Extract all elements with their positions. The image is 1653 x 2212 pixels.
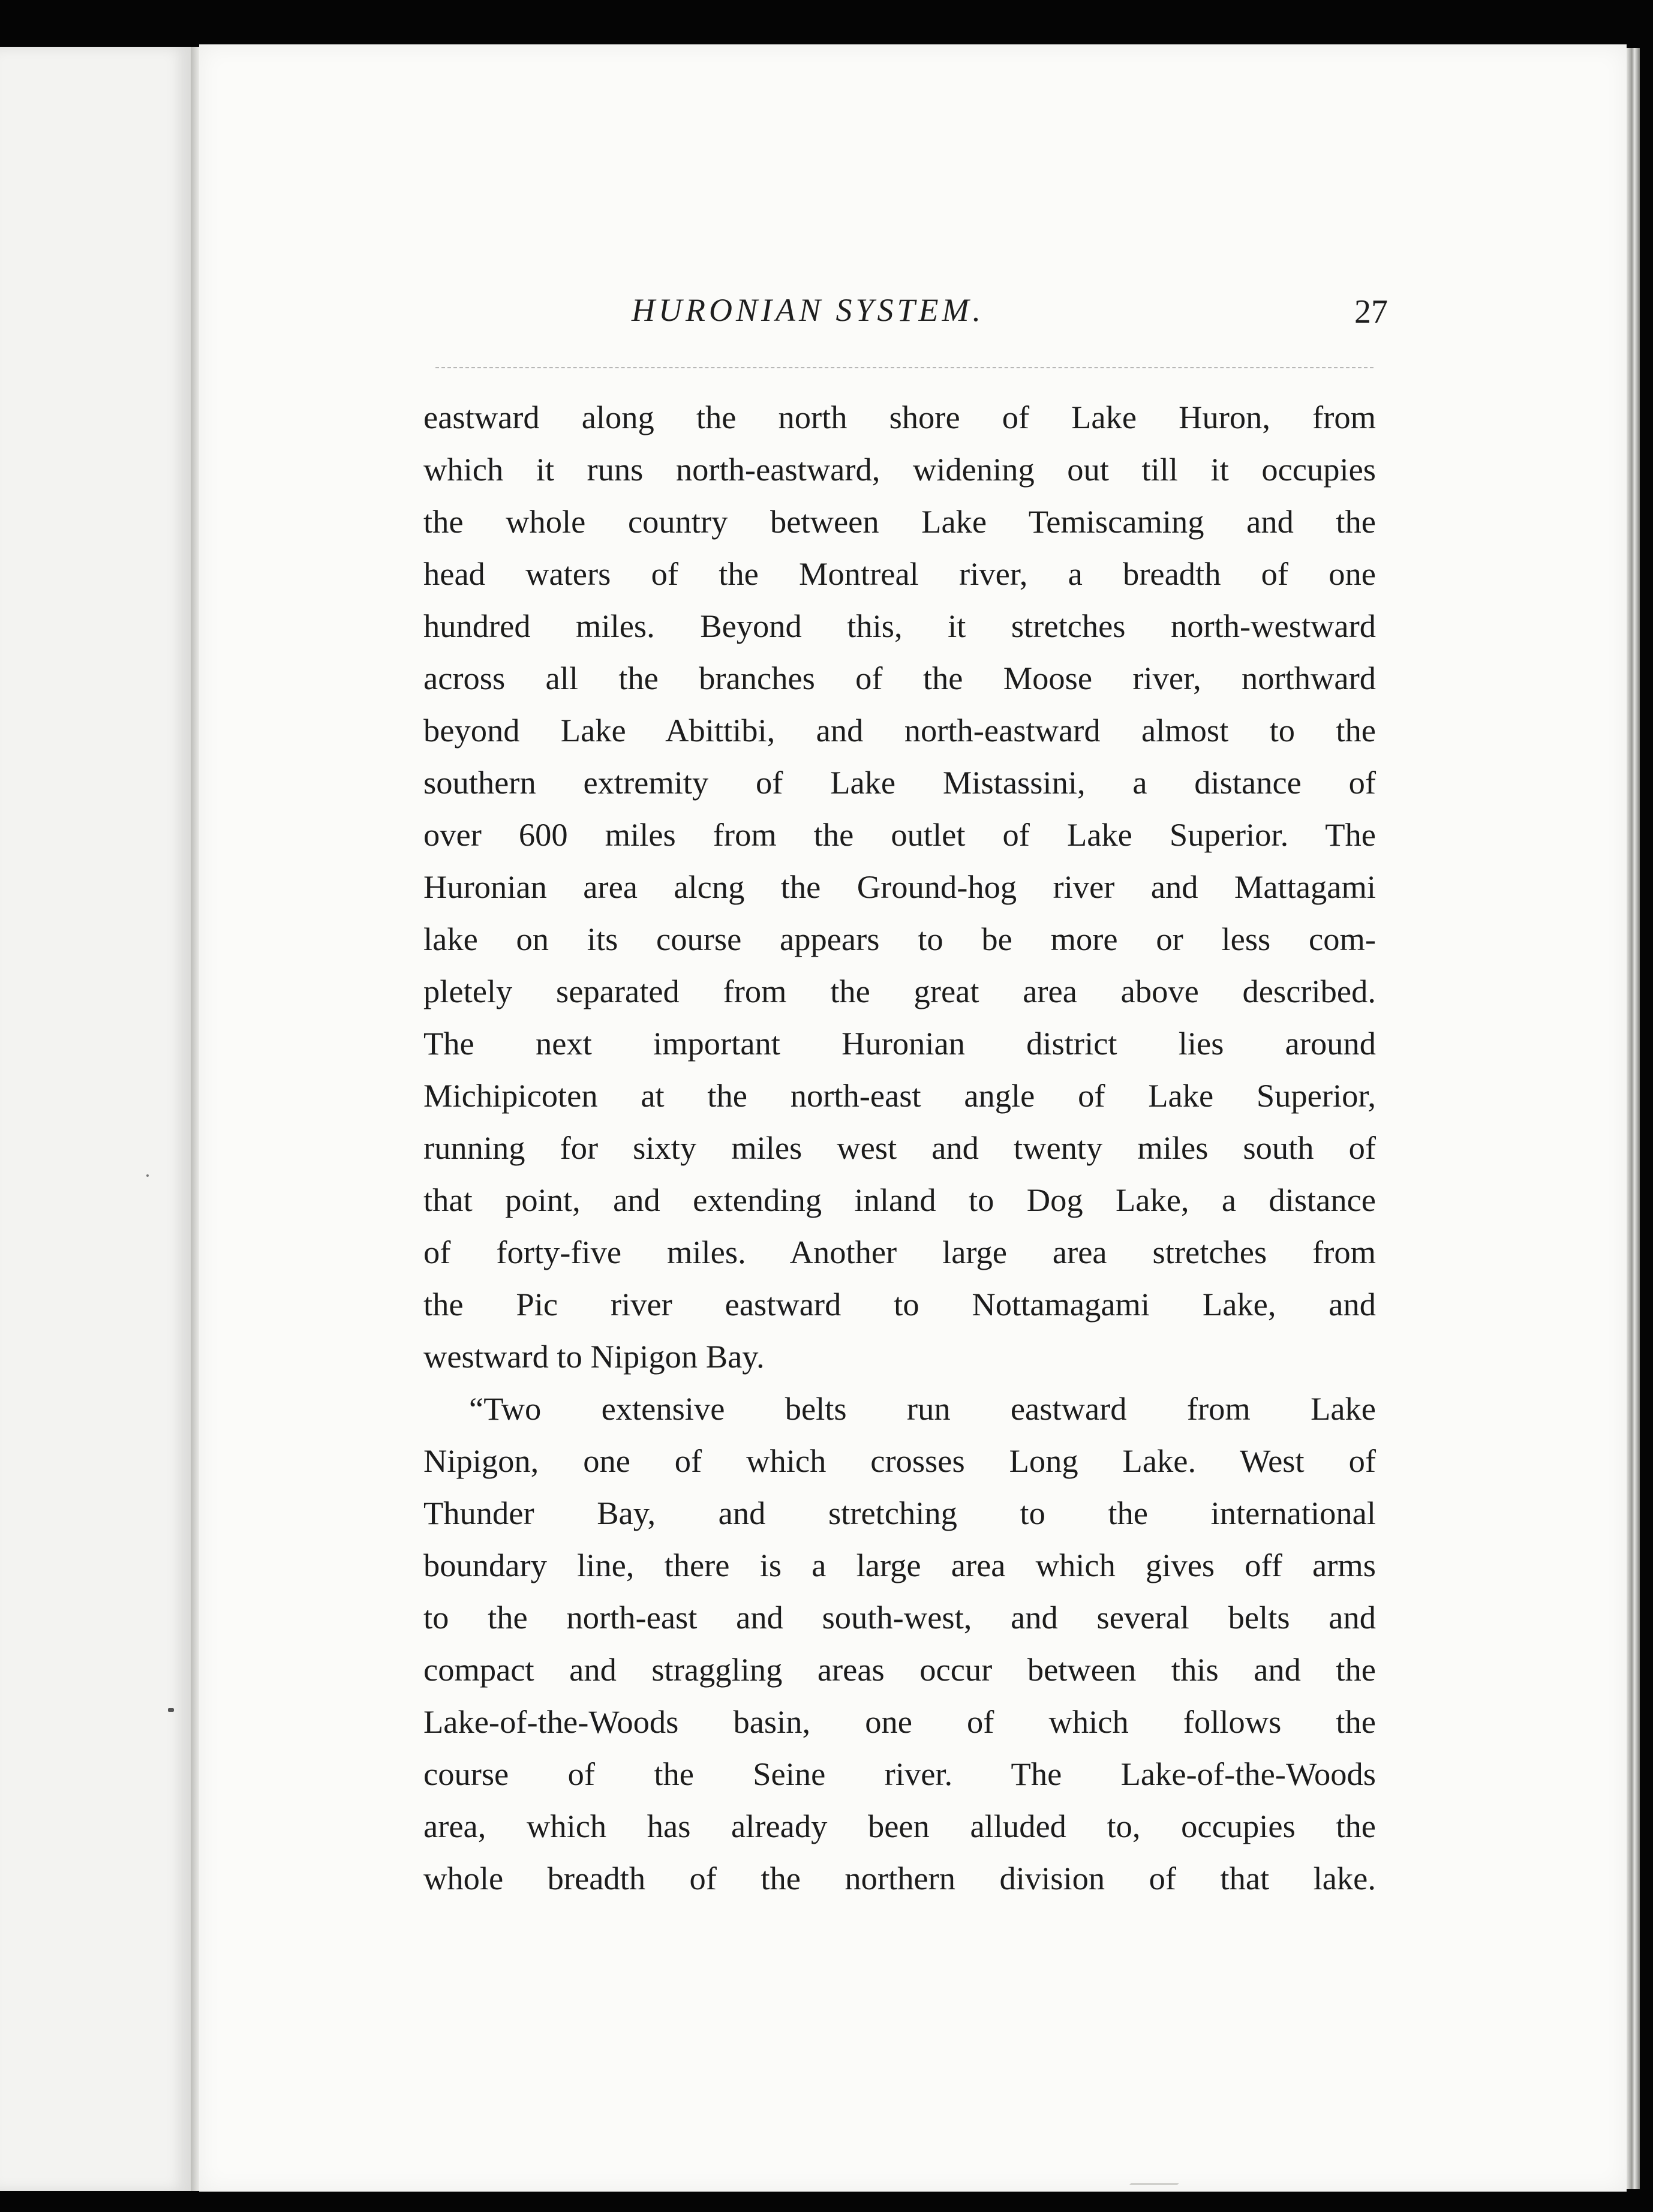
- page-header: [228, 291, 1388, 345]
- text-line: whole breadth of the northern division of that lake.: [423, 1860, 1376, 1897]
- text-line: beyond Lake Abittibi, and north-eastward almost to the: [423, 712, 1376, 749]
- text-line: compact and straggling areas occur between this and the: [423, 1651, 1376, 1688]
- running-head: HURONIAN SYSTEM.: [631, 292, 984, 328]
- text-line: Lake-of-the-Woods basin, one of which follows the: [423, 1703, 1376, 1740]
- speck: [146, 1174, 149, 1177]
- text-line: boundary line, there is a large area which gives off arms: [423, 1547, 1376, 1583]
- text-line: that point, and extending inland to Dog Lake, a distance: [423, 1182, 1376, 1218]
- text-line: course of the Seine river. The Lake-of-the-Woods: [423, 1756, 1376, 1792]
- paragraph-2: [423, 1382, 1376, 1904]
- text-line: which it runs north-eastward, widening out till it occupies: [423, 451, 1376, 488]
- paragraph-1: [423, 391, 1376, 1382]
- speck: [168, 1708, 174, 1712]
- text-line: The next important Huronian district lies around: [423, 1025, 1376, 1062]
- text-line: lake on its course appears to be more or less com-: [423, 921, 1376, 957]
- header-rule: [435, 367, 1374, 368]
- text-line: Nipigon, one of which crosses Long Lake. West of: [423, 1442, 1376, 1479]
- left-page-edge: [0, 47, 194, 2191]
- text-line: eastward along the north shore of Lake Huron, from: [423, 399, 1376, 435]
- text-line: over 600 miles from the outlet of Lake Superior. The: [423, 816, 1376, 853]
- text-line: “Two extensive belts run eastward from Lake: [469, 1390, 1376, 1427]
- text-line: area, which has already been alluded to, occupies the: [423, 1808, 1376, 1844]
- text-line: Thunder Bay, and stretching to the international: [423, 1495, 1376, 1531]
- page-curl-mark: [1125, 2183, 1179, 2191]
- text-line: pletely separated from the great area above described.: [423, 973, 1376, 1009]
- text-line: hundred miles. Beyond this, it stretches north-westward: [423, 608, 1376, 644]
- text-line: Michipicoten at the north-east angle of Lake Superior,: [423, 1077, 1376, 1114]
- text-line: southern extremity of Lake Mistassini, a distance of: [423, 764, 1376, 801]
- text-line: Huronian area alcng the Ground-hog river and Mattagami: [423, 868, 1376, 905]
- page-number: 27: [1354, 293, 1388, 330]
- book-gutter: [191, 47, 199, 2191]
- text-line: of forty-five miles. Another large area stretches from: [423, 1234, 1376, 1270]
- text-line: running for sixty miles west and twenty miles south of: [423, 1129, 1376, 1166]
- text-line: across all the branches of the Moose river, northward: [423, 660, 1376, 696]
- text-line: the whole country between Lake Temiscaming and the: [423, 503, 1376, 540]
- text-line: to the north-east and south-west, and several belts and: [423, 1599, 1376, 1636]
- text-line: the Pic river eastward to Nottamagami Lake, and: [423, 1286, 1376, 1323]
- body-text: [423, 391, 1376, 1904]
- text-line: head waters of the Montreal river, a breadth of one: [423, 555, 1376, 592]
- text-line: westward to Nipigon Bay.: [423, 1338, 765, 1375]
- page-edge-right: [1627, 48, 1640, 2189]
